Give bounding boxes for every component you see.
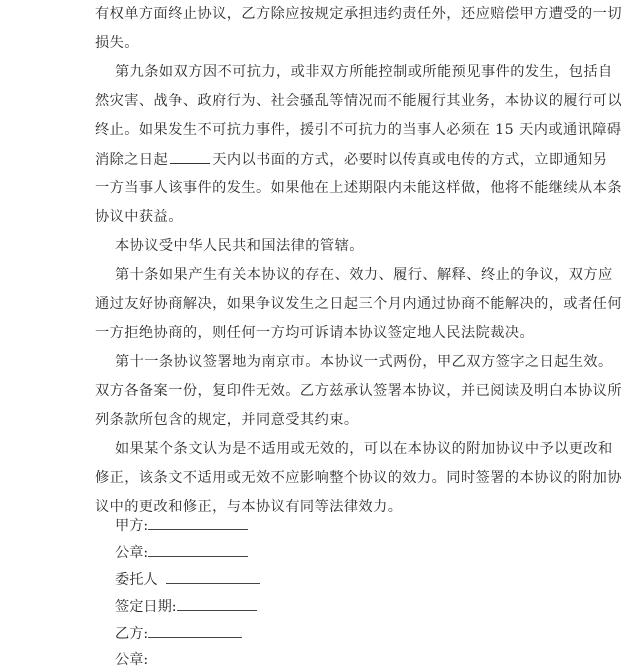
- signature-seal-b: [115, 650, 148, 670]
- signature-party-a: [115, 515, 248, 535]
- text-line: 列条款所包含的规定，并同意受其约束。: [95, 412, 359, 428]
- text-line: 修正，该条文不适用或无效不应影响整个协议的效力。同时签署的本协议的附加协: [95, 470, 622, 486]
- signature-party-b: [115, 623, 242, 643]
- party-b-signature-line[interactable]: [148, 623, 242, 638]
- sign-date-label: 签定日期:: [115, 599, 177, 615]
- text-line: 终止。如果发生不可抗力事件，援引不可抗力的当事人必须在 15 天内或通讯障碍: [95, 122, 622, 138]
- text-line: 本协议受中华人民共和国法律的管辖。: [115, 238, 364, 254]
- text-line: 第十一条协议签署地为南京市。本协议一式两份，甲乙双方签字之日起生效。: [115, 354, 613, 370]
- sign-date-line[interactable]: [177, 596, 257, 611]
- agent-label: 委托人: [115, 572, 158, 588]
- text-line: 一方当事人该事件的发生。如果他在上述期限内未能这样做，他将不能继续从本条: [95, 180, 622, 196]
- signature-date: [115, 596, 257, 616]
- seal-a-signature-line[interactable]: [148, 542, 248, 557]
- text-line: 一方拒绝协商的，则任何一方均可诉请本协议签定地人民法院裁决。: [95, 325, 535, 341]
- seal-b-label: 公章:: [115, 652, 149, 668]
- party-a-signature-line[interactable]: [148, 515, 248, 530]
- text-line: 第九条如双方因不可抗力，或非双方所能控制或所能预见事件的发生，包括自: [115, 64, 613, 80]
- text-line: 双方各备案一份，复印件无效。乙方兹承认签署本协议，并已阅读及明白本协议所: [95, 383, 622, 399]
- text-line: 议中的更改和修正，与本协议有同等法律效力。: [95, 499, 403, 515]
- seal-a-label: 公章:: [115, 545, 149, 561]
- text-segment: 消除之日起: [95, 152, 169, 168]
- text-line: [95, 149, 607, 169]
- text-segment: 天内以书面的方式，必要时以传真或电传的方式，立即通知另: [212, 152, 608, 168]
- text-line: 通过友好协商解决，如果争议发生之日起三个月内通过协商不能解决的，或者任何: [95, 296, 622, 312]
- text-line: 协议中获益。: [95, 209, 183, 225]
- party-a-label: 甲方:: [115, 518, 149, 534]
- text-line: 如果某个条文认为是不适用或无效的，可以在本协议的附加协议中予以更改和: [115, 441, 613, 457]
- signature-seal-a: [115, 542, 248, 562]
- signature-agent: [115, 569, 260, 589]
- text-line: 然灾害、战争、政府行为、社会骚乱等情况而不能履行其业务，本协议的履行可以: [95, 93, 622, 109]
- agent-signature-line[interactable]: [166, 569, 260, 584]
- text-line: 损失。: [95, 35, 139, 51]
- text-line: 有权单方面终止协议，乙方除应按规定承担违约责任外，还应赔偿甲方遭受的一切: [95, 6, 622, 22]
- text-line: 第十条如果产生有关本协议的存在、效力、履行、解释、终止的争议，双方应: [115, 267, 613, 283]
- fill-in-blank-days[interactable]: [170, 149, 210, 164]
- party-b-label: 乙方:: [115, 626, 149, 642]
